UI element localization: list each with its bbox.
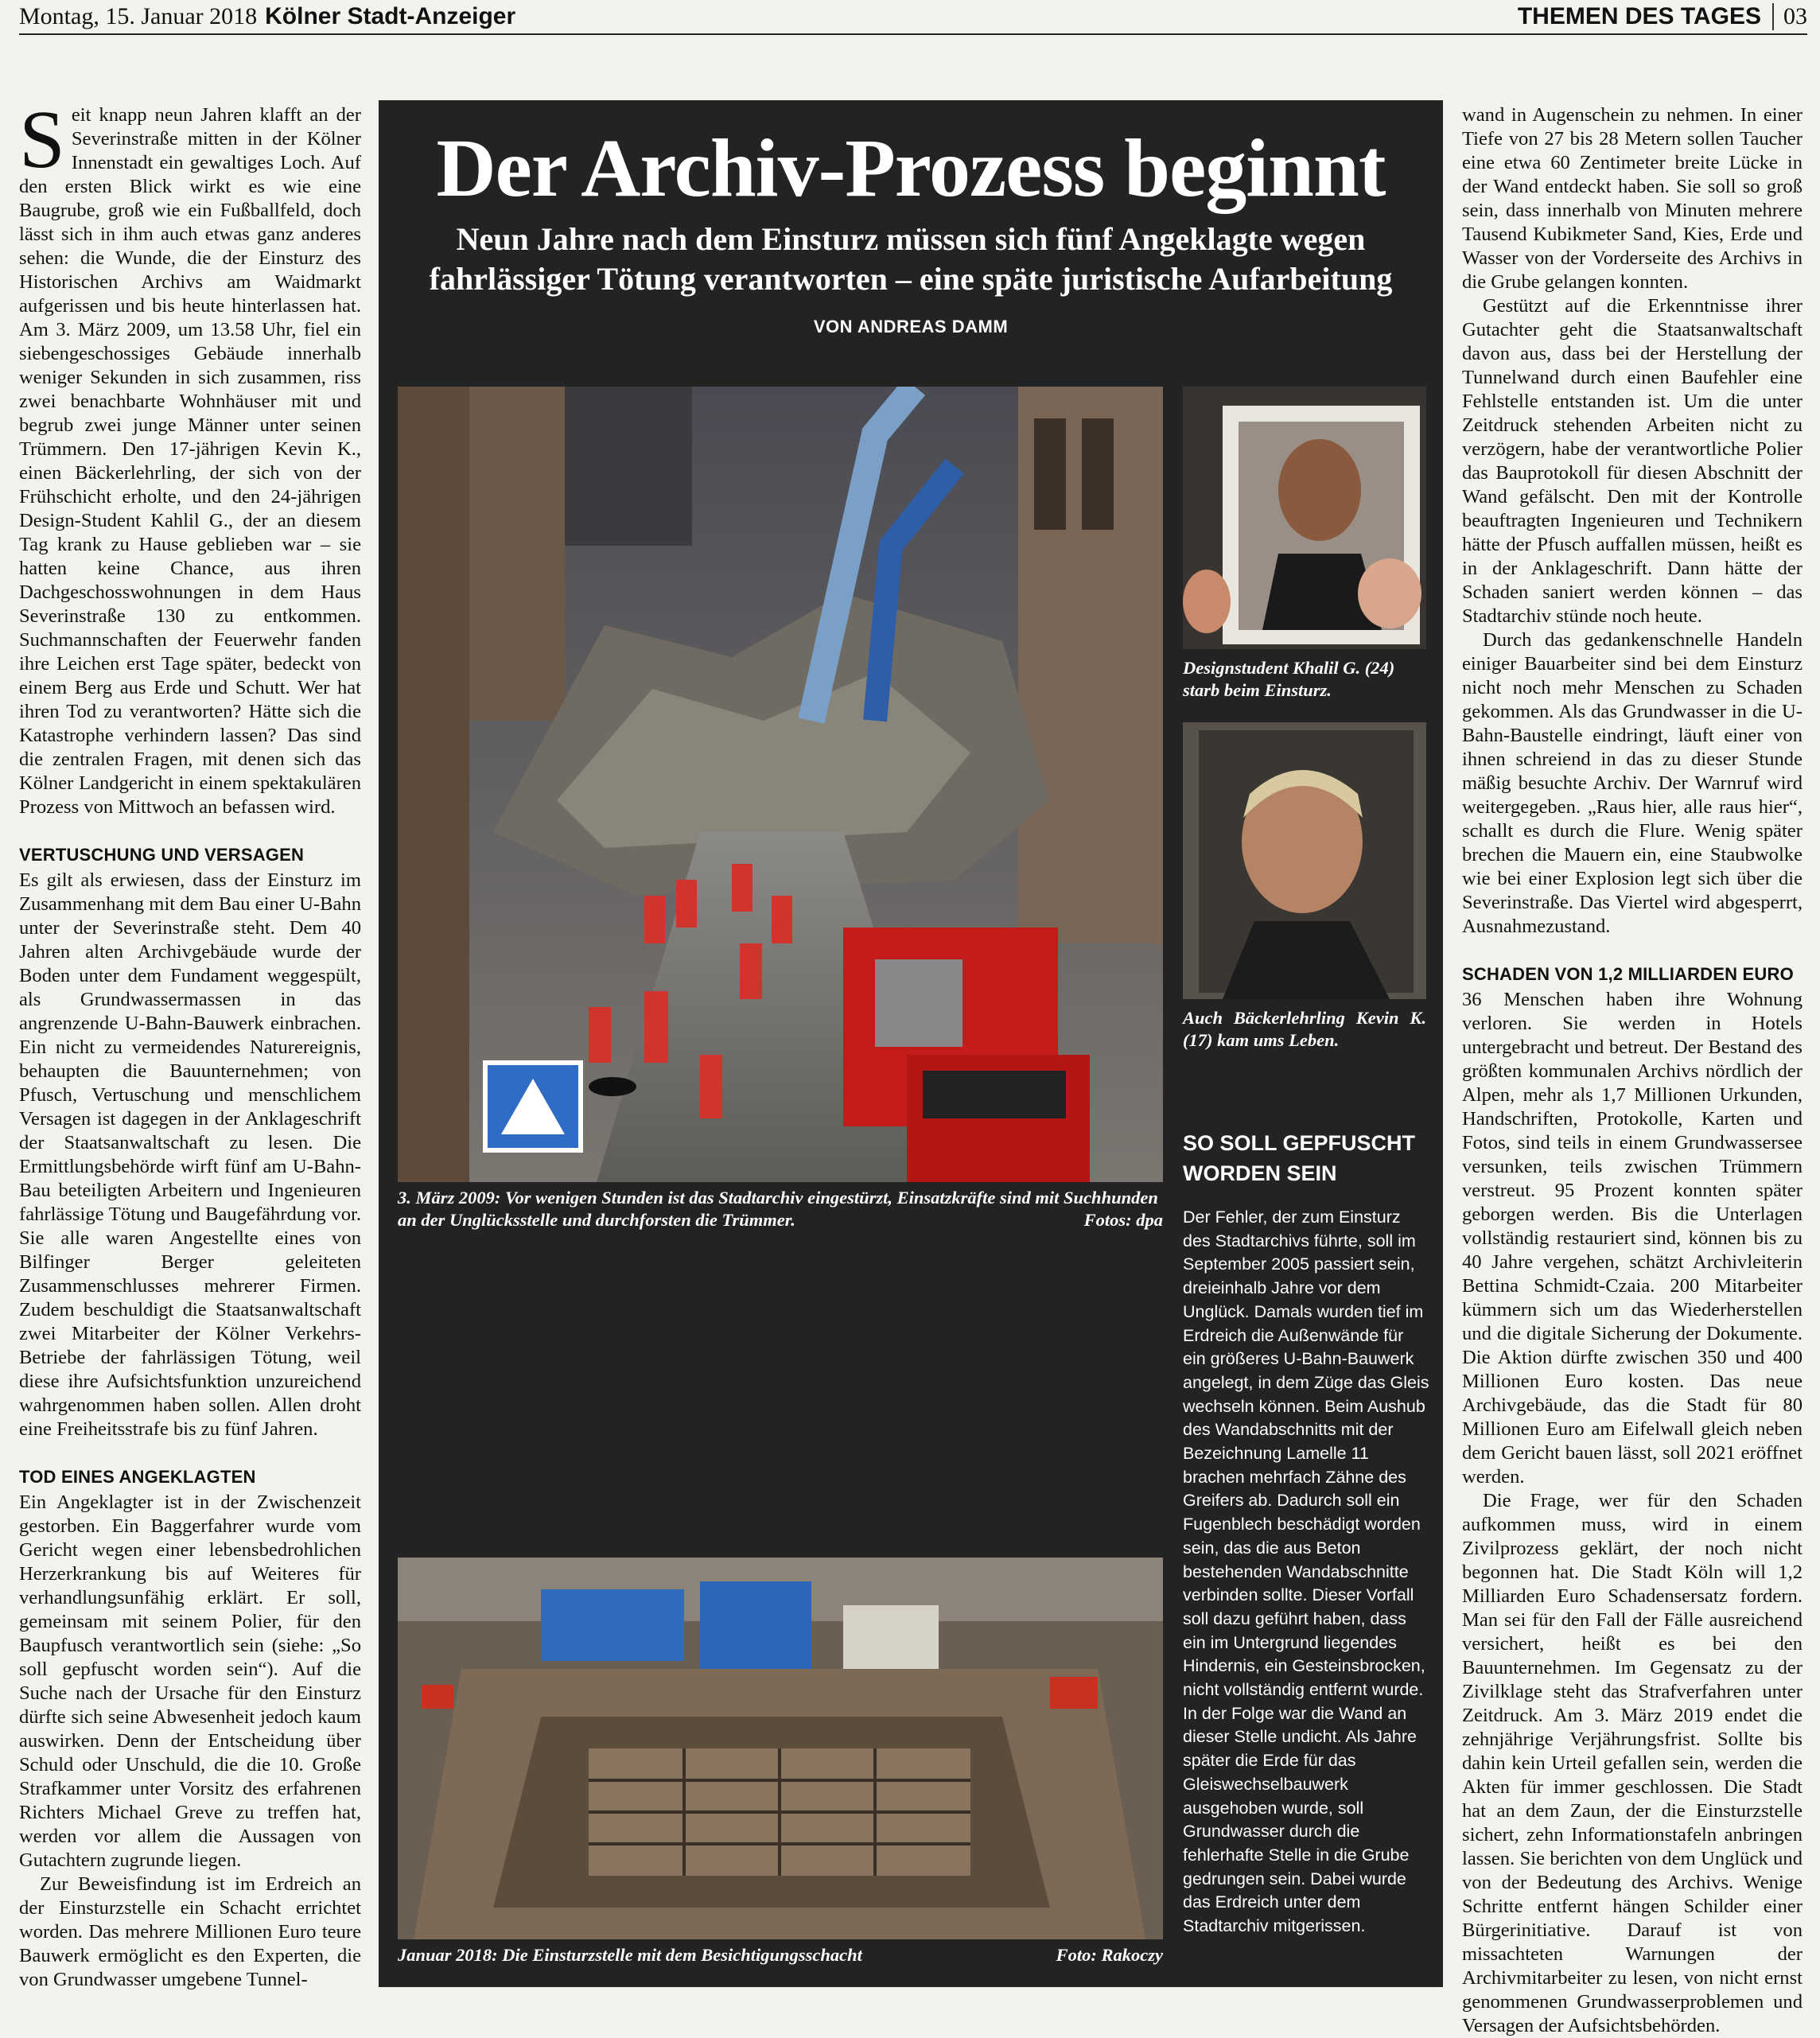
newspaper-name: Kölner Stadt-Anzeiger	[265, 3, 516, 29]
page-header	[19, 0, 1807, 35]
paragraph-right-1: wand in Augenschein zu nehmen. In einer Tiefe von 27 bis 28 Metern sollen Taucher eine etwa 60 Zentimeter breite Lücke in der Wand entdeckt haben. Sie soll so groß sein, dass innerhalb von Minuten mehrere Tausend Kubikmeter Sand, Kies, Erde und Wasser von der Vorderseite des Archivs in die Grube gelangen konnten.	[1462, 104, 1802, 293]
paragraph-frage: Die Frage, wer für den Schaden aufkommen muss, wird in einem Zivilprozess geklärt, der noch nicht begonnen hat. Die Stadt Köln will 1,2 Milliarden Euro Schadensersatz fordern. Man sei für den Fall der Fälle ausreichend versichert, heißt es bei den Bauunternehmen. Im Gegensatz zu der Zivilklage steht das Strafverfahren unter Zeitdruck. Am 3. März 2019 endet die zehnjährige Verjährungsfrist. Sollte bis dahin kein Urteil gefallen sein, werden die Akten für immer geschlossen. Die Stadt hat an dem Zaun, der die Einsturzstelle sichert, zehn Informationstafeln anbringen lassen. Sie berichten von dem Unglück und von der Bedeutung des Archivs. Wenige Schritte entfernt hängen Schilder einer Bürgerinitiative. Darauf ist von missachteten Warnungen der Archivmitarbeiter zu lesen, von nicht ernst genommenen Grundwasserproblemen und Versagen der Aufsichtsbehörden.	[1462, 1490, 1802, 2036]
article-column-right	[1462, 103, 1802, 2038]
issue-date: Montag, 15. Januar 2018	[19, 3, 258, 29]
caption-bottom-photo	[398, 1944, 1163, 1966]
byline: VON ANDREAS DAMM	[813, 317, 1009, 336]
sidebar-text: Der Fehler, der zum Einsturz des Stadtarchivs führte, soll im September 2005 passiert sein, dreieinhalb Jahre vor dem Unglück. Damals wurden tief im Erdreich die Außenwände für ein größeres U-Bahn-Bauwerk angelegt, in dem Züge das Gleis wechseln können. Beim Aushub des Wandabschnitts mit der Bezeichnung Lamelle 11 brachen mehrfach Zähne des Greifers ab. Dadurch soll ein Fugenblech beschädigt worden sein, das die aus Beton bestehenden Wandabschnitte verbinden sollte. Dieser Vorfall soll dazu geführt haben, dass ein im Untergrund liegendes Hindernis, ein Gesteinsbrocken, nicht vollständig entfernt wurde. In der Folge war die Wand an dieser Stelle undicht. Als Jahre später die Erde für das Gleiswechselbauwerk ausgehoben wurde, soll Grundwasser durch die fehlerhafte Stelle in die Grube gedrungen sein. Dabei wurde das Erdreich unter dem Stadtarchiv mitgerissen.	[1183, 1208, 1429, 1936]
subheading-vertuschung: VERTUSCHUNG UND VERSAGEN	[19, 845, 305, 865]
paragraph-beweis: Zur Beweisfindung ist im Erdreich an der Einsturzstelle ein Schacht errichtet worden. Das mehrere Millionen Euro teure Bauwerk ermöglicht es den Experten, die von Grundwasser umgebene Tunnel-	[19, 1873, 361, 1990]
feature-box	[379, 100, 1443, 1987]
photo-khalil	[1183, 387, 1426, 649]
paragraph-tod: Ein Angeklagter ist in der Zwischenzeit gestorben. Ein Baggerfahrer wurde vom Gericht wegen einer lebensbedrohlichen Herzerkrankung bis auf Weiteres für verhandlungsunfähig erklärt. Er soll, gemeinsam mit seinem Polier, für den Baupfusch verantwortlich sein (siehe: „So soll gepfuscht worden sein“). Auf die Suche nach der Ursache für den Einsturz dürfte sich seine Abwesenheit jedoch kaum auswirken. Denn der Entscheidung über Schuld oder Unschuld, die die 10. Große Strafkammer unter Vorsitz des erfahrenen Richters Michael Greve zu treffen hat, werden vor allem die Aussagen von Gutachtern zugrunde liegen.	[19, 1492, 361, 1871]
caption-kevin: Auch Bäckerlehrling Kevin K. (17) kam ums Leben.	[1183, 1008, 1426, 1050]
caption-bottom-credit: Foto: Rakoczy	[1056, 1945, 1163, 1965]
caption-main-text: 3. März 2009: Vor wenigen Stunden ist das Stadtarchiv eingestürzt, Einsatzkräfte sind mit Suchhunden an der Unglücksstelle und durchforsten die Trümmer.	[398, 1188, 1158, 1230]
drop-cap: S	[19, 94, 65, 185]
photo-excavation-site	[398, 1558, 1163, 1939]
paragraph-vertuschung: Es gilt als erwiesen, dass der Einsturz im Zusammenhang mit dem Bau einer U-Bahn unter der Severinstraße steht. Dem 40 Jahren alten Archivgebäude wurde der Boden unter dem Fundament weggespült, als Grundwassermassen in das angrenzende U-Bahn-Bauwerk einbrachen. Ein nicht zu vermeidendes Naturereignis, behaupten die Bauunternehmen; von Pfusch, Vertuschung und menschlichem Versagen ist dagegen in der Anklageschrift der Staatsanwaltschaft zu lesen. Die Ermittlungsbehörde wirft fünf am U-Bahn-Bau beteiligten Arbeitern und Ingenieuren fahrlässige Tötung und Baugefährdung vor. Sie alle waren Angestellte eines von Bilfinger Berger geleiteten Zusammenschlusses mehrerer Firmen. Zudem beschuldigt die Staatsanwaltschaft zwei Mitarbeiter der Kölner Verkehrs-Betriebe der fahrlässigen Tötung, weil diese ihre Aufsichtsfunktion unzureichend wahrgenommen haben sollen. Allen droht eine Freiheitsstrafe bis zu fünf Jahren.	[19, 869, 361, 1440]
paragraph-schaden: 36 Menschen haben ihre Wohnung verloren. Sie werden in Hotels untergebracht und betreut. Der Bestand des größten kommunalen Archivs nördlich der Alpen, mehr als 1,7 Millionen Urkunden, Handschriften, Protokolle, Karten und Fotos, sind teils in einem Grundwassersee versunken, teils zwischen Trümmern verstreut. 95 Prozent konnten später geborgen werden. Bis die Unterlagen vollständig restauriert sind, können bis zu 40 Jahre vergehen, schätzt Archivleiterin Bettina Schmidt-Czaia. 200 Mitarbeiter kümmern sich um das Wiederherstellen und die digitale Sicherung der Dokumente. Die Aktion dürfte zwischen 350 und 400 Millionen Euro kosten. Das neue Archivgebäude, das die Stadt für 80 Millionen Euro am Eifelwall gleich neben dem Gericht bauen lässt, soll 2021 eröffnet werden.	[1462, 989, 1802, 1488]
photo-rescue-scene	[398, 387, 1163, 1182]
article-column-left	[19, 94, 361, 1992]
intro-text: eit knapp neun Jahren klafft an der Severinstraße mitten in der Kölner Innenstadt ein gewaltiges Loch. Auf den ersten Blick wirkt es wie eine Baugrube, groß wie ein Fußballfeld, doch lässt sich in ihm auch etwas ganz anderes sehen: die Wunde, die der Einsturz des Historischen Archivs am Waidmarkt aufgerissen und bis heute hinterlassen hat. Am 3. März 2009, um 13.58 Uhr, fiel ein siebengeschossiges Gebäude innerhalb weniger Sekunden in sich zusammen, riss zwei benachbarte Wohnhäuser mit und begrub zwei junge Männer unter seinen Trümmern. Den 17-jährigen Kevin K., einen Bäckerlehrling, der sich von der Frühschicht erholte, und den 24-jährigen Design-Student Kahlil G., der an diesem Tag krank zu Hause geblieben war – sie hatten keine Chance, aus ihren Dachgeschosswohnungen in dem Haus Severinstraße 130 zu entkommen. Suchmannschaften der Feuerwehr fanden ihre Leichen erst Tage später, bedeckt von einem Berg aus Erde und Schutt. Wer hat ihren Tod zu verantworten? Hätte sich die Katastrophe verhindern lassen? Das sind die zentralen Fragen, mit denen sich das Kölner Landgericht in einem spektakulären Prozess von Mittwoch an befassen wird.	[19, 104, 361, 818]
page-number: 03	[1783, 3, 1807, 29]
portrait-kevin-image	[1183, 722, 1426, 999]
sidebar-title: SO SOLL GEPFUSCHT WORDEN SEIN	[1183, 1131, 1416, 1185]
rescue-scene-image	[398, 387, 1163, 1182]
photo-kevin	[1183, 722, 1426, 999]
headline: Der Archiv-Prozess beginnt	[436, 123, 1386, 214]
caption-khalil: Designstudent Khalil G. (24) starb beim Einsturz.	[1183, 658, 1395, 700]
section-name: THEMEN DES TAGES	[1518, 3, 1774, 30]
header-left	[19, 3, 515, 30]
subheading-schaden: SCHADEN VON 1,2 MILLIARDEN EURO	[1462, 964, 1794, 984]
caption-main-photo	[398, 1187, 1163, 1231]
paragraph-right-2: Gestützt auf die Erkenntnisse ihrer Gutachter geht die Staatsanwaltschaft davon aus, dass bei der Herstellung der Tunnelwand durch einen Baufehler eine Fehlstelle entstanden ist. Um die unter Zeitdruck stehenden Arbeiten nicht zu verzögern, habe der verantwortliche Polier das Bauprotokoll für diesen Abschnitt der Wand gefälscht. Den mit der Kontrolle beauftragten Ingenieuren und Technikern hätte der Pfusch auffallen müssen, heißt es in der Anklageschrift. Dann hätte der Schaden saniert werden können – das Stadtarchiv stünde noch heute.	[1462, 295, 1802, 627]
paragraph-right-3: Durch das gedankenschnelle Handeln einiger Bauarbeiter sind bei dem Einsturz nicht noch mehr Menschen zu Schaden gekommen. Als das Grundwasser in die U-Bahn-Baustelle eindringt, läuft einer von ihnen schreiend in das zu dieser Stunde mäßig besuchte Archiv. Der Warnruf wird weitergegeben. „Raus hier, alle raus hier“, schallt es durch die Flure. Wenig später brechen die Mauern ein, eine Staubwolke wie bei einer Explosion legt sich über die Severinstraße. Das Viertel wird abgesperrt, Ausnahmezustand.	[1462, 629, 1802, 937]
subheadline: Neun Jahre nach dem Einsturz müssen sich fünf Angeklagte wegen fahrlässiger Tötung verantworten – eine späte juristische Aufarbeitung	[429, 221, 1393, 297]
excavation-site-image	[398, 1558, 1163, 1939]
caption-main-credit: Fotos: dpa	[1083, 1210, 1163, 1230]
intro-paragraph	[19, 94, 361, 819]
caption-bottom-text: Januar 2018: Die Einsturzstelle mit dem Besichtigungsschacht	[398, 1945, 862, 1965]
subheading-tod: TOD EINES ANGEKLAGTEN	[19, 1467, 256, 1487]
portrait-khalil-image	[1183, 387, 1426, 649]
header-right	[1518, 3, 1807, 30]
